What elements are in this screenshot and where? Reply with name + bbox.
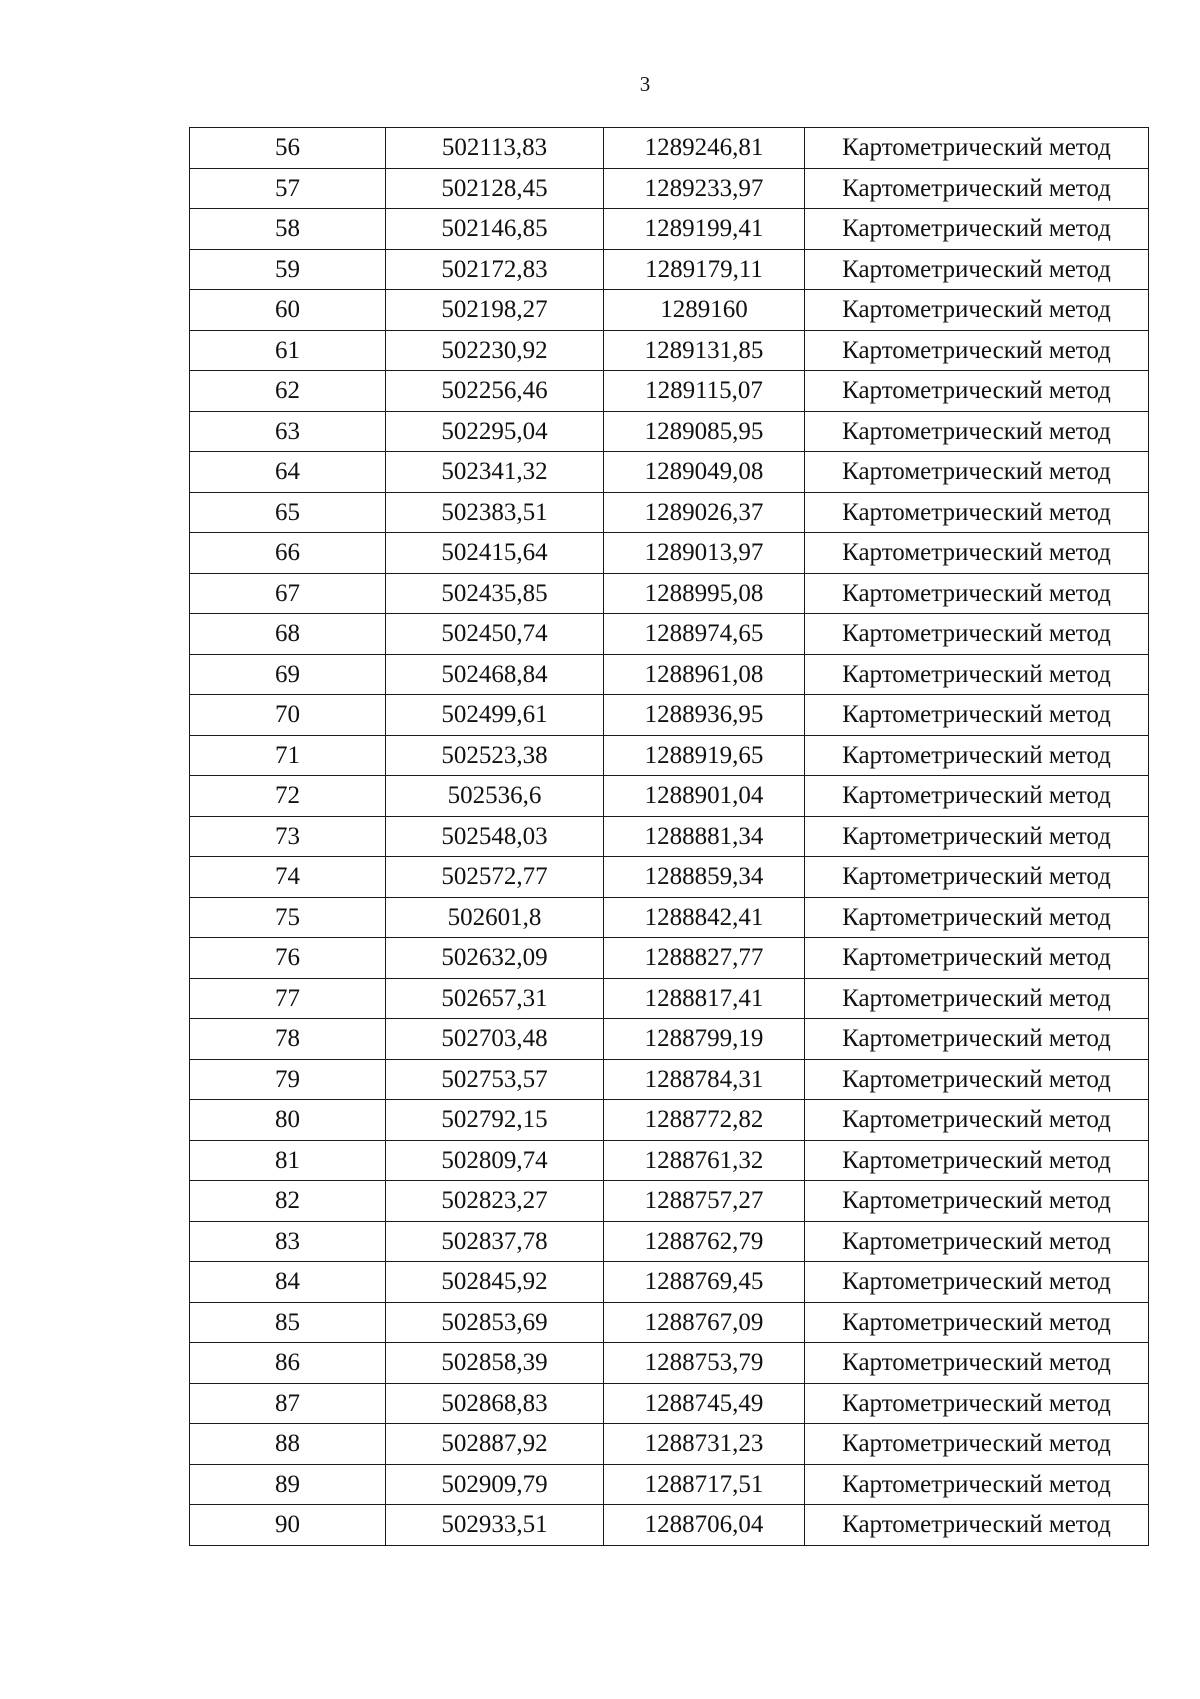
coordinate-y-cell: 1288842,41 <box>604 897 805 938</box>
coordinate-x-cell: 502256,46 <box>386 371 604 412</box>
point-number-cell: 65 <box>190 492 386 533</box>
coordinate-x-cell: 502601,8 <box>386 897 604 938</box>
table-row <box>190 573 1149 614</box>
method-cell: Картометрический метод <box>805 938 1149 979</box>
coordinate-y-cell: 1289085,95 <box>604 411 805 452</box>
point-number-cell: 64 <box>190 452 386 493</box>
coordinate-y-cell: 1288974,65 <box>604 614 805 655</box>
table-row <box>190 209 1149 250</box>
coordinate-y-cell: 1288767,09 <box>604 1302 805 1343</box>
coordinate-y-cell: 1288936,95 <box>604 695 805 736</box>
coordinate-x-cell: 502415,64 <box>386 533 604 574</box>
coordinate-x-cell: 502468,84 <box>386 654 604 695</box>
point-number-cell: 83 <box>190 1221 386 1262</box>
point-number-cell: 63 <box>190 411 386 452</box>
point-number-cell: 69 <box>190 654 386 695</box>
table-row <box>190 816 1149 857</box>
point-number-cell: 76 <box>190 938 386 979</box>
method-cell: Картометрический метод <box>805 371 1149 412</box>
table-row <box>190 776 1149 817</box>
table-row <box>190 1302 1149 1343</box>
method-cell: Картометрический метод <box>805 1505 1149 1546</box>
coordinates-table <box>189 127 1149 1546</box>
method-cell: Картометрический метод <box>805 209 1149 250</box>
point-number-cell: 85 <box>190 1302 386 1343</box>
coordinate-y-cell: 1288731,23 <box>604 1424 805 1465</box>
table-row <box>190 978 1149 1019</box>
point-number-cell: 62 <box>190 371 386 412</box>
table-row <box>190 411 1149 452</box>
method-cell: Картометрический метод <box>805 1140 1149 1181</box>
method-cell: Картометрический метод <box>805 492 1149 533</box>
method-cell: Картометрический метод <box>805 1019 1149 1060</box>
point-number-cell: 84 <box>190 1262 386 1303</box>
table-row <box>190 1424 1149 1465</box>
coordinate-y-cell: 1288901,04 <box>604 776 805 817</box>
point-number-cell: 80 <box>190 1100 386 1141</box>
method-cell: Картометрический метод <box>805 857 1149 898</box>
coordinate-x-cell: 502909,79 <box>386 1464 604 1505</box>
point-number-cell: 70 <box>190 695 386 736</box>
table-row <box>190 249 1149 290</box>
point-number-cell: 71 <box>190 735 386 776</box>
method-cell: Картометрический метод <box>805 1343 1149 1384</box>
table-row <box>190 1181 1149 1222</box>
table-row <box>190 330 1149 371</box>
coordinate-x-cell: 502933,51 <box>386 1505 604 1546</box>
table-row <box>190 938 1149 979</box>
point-number-cell: 88 <box>190 1424 386 1465</box>
table-row <box>190 371 1149 412</box>
point-number-cell: 57 <box>190 168 386 209</box>
coordinate-x-cell: 502703,48 <box>386 1019 604 1060</box>
table-row <box>190 654 1149 695</box>
coordinate-x-cell: 502536,6 <box>386 776 604 817</box>
point-number-cell: 77 <box>190 978 386 1019</box>
point-number-cell: 90 <box>190 1505 386 1546</box>
coordinate-y-cell: 1289199,41 <box>604 209 805 250</box>
point-number-cell: 81 <box>190 1140 386 1181</box>
method-cell: Картометрический метод <box>805 735 1149 776</box>
coordinates-table-body <box>190 128 1149 1546</box>
method-cell: Картометрический метод <box>805 168 1149 209</box>
coordinate-y-cell: 1288706,04 <box>604 1505 805 1546</box>
coordinate-x-cell: 502383,51 <box>386 492 604 533</box>
table-row <box>190 1505 1149 1546</box>
point-number-cell: 72 <box>190 776 386 817</box>
method-cell: Картометрический метод <box>805 452 1149 493</box>
coordinate-x-cell: 502230,92 <box>386 330 604 371</box>
method-cell: Картометрический метод <box>805 249 1149 290</box>
table-row <box>190 290 1149 331</box>
coordinate-x-cell: 502809,74 <box>386 1140 604 1181</box>
coordinate-x-cell: 502632,09 <box>386 938 604 979</box>
method-cell: Картометрический метод <box>805 614 1149 655</box>
table-row <box>190 735 1149 776</box>
coordinate-x-cell: 502572,77 <box>386 857 604 898</box>
method-cell: Картометрический метод <box>805 776 1149 817</box>
point-number-cell: 59 <box>190 249 386 290</box>
table-row <box>190 1140 1149 1181</box>
coordinate-y-cell: 1288995,08 <box>604 573 805 614</box>
point-number-cell: 60 <box>190 290 386 331</box>
table-row <box>190 1383 1149 1424</box>
method-cell: Картометрический метод <box>805 128 1149 169</box>
point-number-cell: 73 <box>190 816 386 857</box>
method-cell: Картометрический метод <box>805 1181 1149 1222</box>
method-cell: Картометрический метод <box>805 1262 1149 1303</box>
coordinate-y-cell: 1288745,49 <box>604 1383 805 1424</box>
method-cell: Картометрический метод <box>805 1221 1149 1262</box>
coordinate-x-cell: 502868,83 <box>386 1383 604 1424</box>
coordinate-x-cell: 502198,27 <box>386 290 604 331</box>
coordinate-y-cell: 1288799,19 <box>604 1019 805 1060</box>
point-number-cell: 89 <box>190 1464 386 1505</box>
point-number-cell: 67 <box>190 573 386 614</box>
coordinate-y-cell: 1288761,32 <box>604 1140 805 1181</box>
method-cell: Картометрический метод <box>805 1464 1149 1505</box>
coordinate-x-cell: 502887,92 <box>386 1424 604 1465</box>
table-row <box>190 168 1149 209</box>
coordinate-x-cell: 502548,03 <box>386 816 604 857</box>
table-row <box>190 1100 1149 1141</box>
coordinate-x-cell: 502128,45 <box>386 168 604 209</box>
coordinate-y-cell: 1288881,34 <box>604 816 805 857</box>
coordinate-x-cell: 502858,39 <box>386 1343 604 1384</box>
method-cell: Картометрический метод <box>805 290 1149 331</box>
coordinate-x-cell: 502341,32 <box>386 452 604 493</box>
point-number-cell: 56 <box>190 128 386 169</box>
table-row <box>190 897 1149 938</box>
coordinate-x-cell: 502295,04 <box>386 411 604 452</box>
table-row <box>190 128 1149 169</box>
method-cell: Картометрический метод <box>805 1100 1149 1141</box>
method-cell: Картометрический метод <box>805 695 1149 736</box>
coordinate-y-cell: 1288859,34 <box>604 857 805 898</box>
coordinate-y-cell: 1288757,27 <box>604 1181 805 1222</box>
coordinate-x-cell: 502837,78 <box>386 1221 604 1262</box>
table-row <box>190 857 1149 898</box>
method-cell: Картометрический метод <box>805 411 1149 452</box>
table-row <box>190 614 1149 655</box>
coordinate-x-cell: 502792,15 <box>386 1100 604 1141</box>
coordinate-x-cell: 502113,83 <box>386 128 604 169</box>
method-cell: Картометрический метод <box>805 816 1149 857</box>
point-number-cell: 66 <box>190 533 386 574</box>
point-number-cell: 68 <box>190 614 386 655</box>
table-row <box>190 452 1149 493</box>
coordinate-y-cell: 1289115,07 <box>604 371 805 412</box>
coordinate-x-cell: 502853,69 <box>386 1302 604 1343</box>
table-row <box>190 695 1149 736</box>
table-row <box>190 1262 1149 1303</box>
coordinate-y-cell: 1288827,77 <box>604 938 805 979</box>
method-cell: Картометрический метод <box>805 1383 1149 1424</box>
method-cell: Картометрический метод <box>805 654 1149 695</box>
table-row <box>190 1343 1149 1384</box>
coordinate-y-cell: 1289246,81 <box>604 128 805 169</box>
coordinate-y-cell: 1289026,37 <box>604 492 805 533</box>
coordinate-y-cell: 1288753,79 <box>604 1343 805 1384</box>
coordinate-y-cell: 1288784,31 <box>604 1059 805 1100</box>
coordinate-y-cell: 1289013,97 <box>604 533 805 574</box>
page-number: 3 <box>639 72 651 96</box>
point-number-cell: 82 <box>190 1181 386 1222</box>
coordinate-y-cell: 1288717,51 <box>604 1464 805 1505</box>
point-number-cell: 79 <box>190 1059 386 1100</box>
point-number-cell: 75 <box>190 897 386 938</box>
table-row <box>190 492 1149 533</box>
coordinate-x-cell: 502753,57 <box>386 1059 604 1100</box>
method-cell: Картометрический метод <box>805 1302 1149 1343</box>
point-number-cell: 86 <box>190 1343 386 1384</box>
point-number-cell: 61 <box>190 330 386 371</box>
coordinate-x-cell: 502523,38 <box>386 735 604 776</box>
method-cell: Картометрический метод <box>805 573 1149 614</box>
coordinate-y-cell: 1288762,79 <box>604 1221 805 1262</box>
coordinate-y-cell: 1289049,08 <box>604 452 805 493</box>
coordinate-y-cell: 1289160 <box>604 290 805 331</box>
table-row <box>190 533 1149 574</box>
coordinate-y-cell: 1288919,65 <box>604 735 805 776</box>
method-cell: Картометрический метод <box>805 330 1149 371</box>
coordinate-x-cell: 502657,31 <box>386 978 604 1019</box>
coordinate-y-cell: 1288961,08 <box>604 654 805 695</box>
method-cell: Картометрический метод <box>805 1059 1149 1100</box>
method-cell: Картометрический метод <box>805 1424 1149 1465</box>
method-cell: Картометрический метод <box>805 533 1149 574</box>
coordinate-x-cell: 502172,83 <box>386 249 604 290</box>
point-number-cell: 78 <box>190 1019 386 1060</box>
coordinate-y-cell: 1288817,41 <box>604 978 805 1019</box>
coordinate-x-cell: 502823,27 <box>386 1181 604 1222</box>
coordinate-x-cell: 502450,74 <box>386 614 604 655</box>
table-row <box>190 1221 1149 1262</box>
table-row <box>190 1464 1149 1505</box>
coordinate-y-cell: 1288772,82 <box>604 1100 805 1141</box>
coordinate-y-cell: 1289233,97 <box>604 168 805 209</box>
coordinate-x-cell: 502146,85 <box>386 209 604 250</box>
coordinate-x-cell: 502845,92 <box>386 1262 604 1303</box>
method-cell: Картометрический метод <box>805 897 1149 938</box>
coordinate-y-cell: 1289131,85 <box>604 330 805 371</box>
table-row <box>190 1059 1149 1100</box>
coordinate-y-cell: 1289179,11 <box>604 249 805 290</box>
point-number-cell: 58 <box>190 209 386 250</box>
coordinate-x-cell: 502499,61 <box>386 695 604 736</box>
point-number-cell: 74 <box>190 857 386 898</box>
point-number-cell: 87 <box>190 1383 386 1424</box>
method-cell: Картометрический метод <box>805 978 1149 1019</box>
table-row <box>190 1019 1149 1060</box>
coordinate-y-cell: 1288769,45 <box>604 1262 805 1303</box>
coordinate-x-cell: 502435,85 <box>386 573 604 614</box>
